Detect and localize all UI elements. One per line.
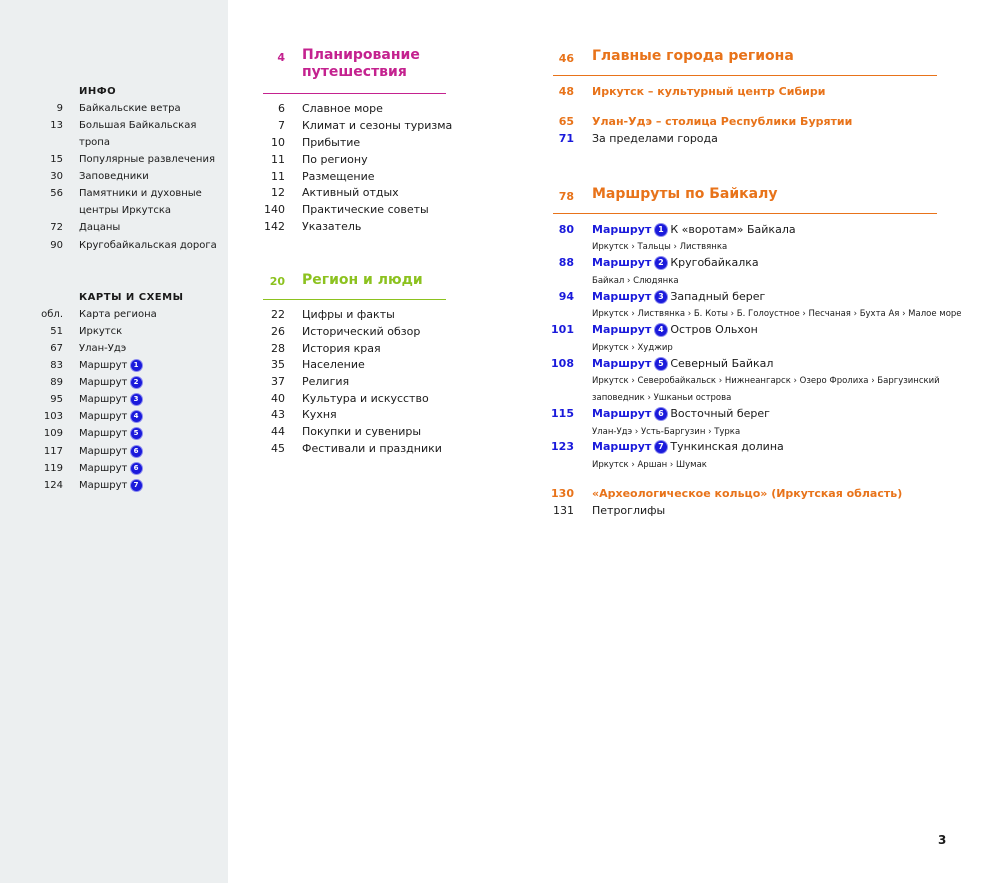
maps-item-label: Маршрут [79,360,128,371]
cities-item-text: Улан-Удэ – столица Республики Бурятии [592,115,853,128]
route-item-page: 80 [558,223,574,236]
route-number-badge: 1 [131,360,142,371]
planning-title-line1: Планирование [302,47,420,63]
info-item-text: Популярные развлечения [79,154,215,165]
route-title: Кругобайкалка [670,256,759,269]
maps-item-label: Маршрут [79,394,128,405]
info-item-text: тропа [79,137,110,148]
route-item-text [592,440,784,453]
route-item-text [592,357,773,370]
info-item-page: 30 [50,171,63,182]
route-label: Маршрут [592,223,652,236]
maps-item-page: 109 [43,428,63,439]
route-title: К «воротам» Байкала [670,223,796,236]
maps-item-text [79,394,142,405]
info-item-page: 15 [50,154,63,165]
cities-item-page: 48 [558,85,574,98]
region-item-page: 44 [271,425,285,438]
region-item-text: История края [302,342,381,355]
region-page: 20 [269,275,285,288]
region-item-text: Исторический обзор [302,325,421,338]
route-item-page: 101 [551,323,574,336]
maps-item-label: Маршрут [79,411,128,422]
route-title: Восточный берег [670,407,770,420]
route-label: Маршрут [592,290,652,303]
region-item-text: Покупки и сувениры [302,425,422,438]
info-item-text: центры Иркутска [79,205,172,216]
region-item-page: 43 [271,408,285,421]
sidebar [0,0,228,883]
planning-rule [263,93,446,94]
maps-item-text [79,411,142,422]
maps-item-text: Иркутск [79,326,123,337]
maps-item-page: 117 [43,446,63,457]
planning-item-text: Прибытие [302,136,361,149]
route-item-page: 88 [558,256,574,269]
region-item-page: 26 [271,325,285,338]
region-item-text: Культура и искусство [302,392,429,405]
route-title: Западный берег [670,290,766,303]
planning-item-page: 7 [278,119,285,132]
region-item-page: 22 [271,308,285,321]
route-label: Маршрут [592,440,652,453]
maps-item-label: Маршрут [79,463,128,474]
route-number-badge: 6 [131,463,142,474]
route-stops: Байкал › Слюдянка [592,276,679,286]
route-number-badge: 2 [131,377,142,388]
route-label: Маршрут [592,256,652,269]
maps-item-text: Карта региона [79,309,157,320]
info-item-page: 13 [50,120,63,131]
maps-item-text: Улан-Удэ [79,343,127,354]
maps-item-text [79,428,142,439]
cities-item-text: Иркутск – культурный центр Сибири [592,85,826,98]
route-number-badge: 6 [655,408,667,420]
planning-item-text: Размещение [302,170,375,183]
maps-item-page: 67 [50,343,63,354]
cities-title[interactable]: Главные города региона [592,48,794,64]
region-item-text: Религия [302,375,350,388]
route-item-text [592,407,770,420]
planning-item-page: 11 [271,153,285,166]
info-item-text: Большая Байкальская [79,120,197,131]
route-stops: Улан-Удэ › Усть-Баргузин › Турка [592,427,741,437]
planning-item-page: 11 [271,170,285,183]
maps-item-text [79,463,142,474]
route-title: Северный Байкал [670,357,774,370]
route-stops: Иркутск › Северобайкальск › Нижнеангарск › Озеро Фролиха › Баргузинский [592,376,940,386]
maps-item-label: Маршрут [79,377,128,388]
maps-item-page: 119 [43,463,63,474]
route-item-page: 115 [551,407,574,420]
route-number-badge: 3 [655,291,667,303]
region-item-page: 40 [271,392,285,405]
cities-rule [553,75,937,76]
cities-item-page: 65 [558,115,574,128]
route-label: Маршрут [592,323,652,336]
route-number-badge: 7 [655,441,667,453]
maps-item-text [79,480,142,491]
archaeology-item-text: Петроглифы [592,504,666,517]
maps-item-page: 103 [43,411,63,422]
region-item-page: 37 [271,375,285,388]
planning-item-text: Славное море [302,102,383,115]
info-item-text: Заповедники [79,171,149,182]
cities-item-page: 71 [558,132,574,145]
info-item-page: 90 [50,240,63,251]
planning-title-line2: путешествия [302,64,407,80]
maps-item-page: 89 [50,377,63,388]
route-stops: Иркутск › Тальцы › Листвянка [592,242,728,252]
route-number-badge: 3 [131,394,142,405]
region-item-text: Фестивали и праздники [302,442,442,455]
route-number-badge: 1 [655,224,667,236]
maps-item-label: Маршрут [79,428,128,439]
info-item-text: Кругобайкальская дорога [79,240,217,251]
planning-item-page: 142 [264,220,285,233]
page-number: 3 [938,833,947,847]
cities-page: 46 [558,52,574,65]
route-number-badge: 4 [655,324,667,336]
info-item-text: Памятники и духовные [79,188,202,199]
maps-item-page: 95 [50,394,63,405]
maps-section-title: КАРТЫ И СХЕМЫ [79,292,184,303]
route-number-badge: 5 [655,358,667,370]
planning-item-page: 6 [278,102,285,115]
route-number-badge: 5 [131,428,142,439]
cities-item-text: За пределами города [592,132,718,145]
info-item-text: Байкальские ветра [79,103,181,114]
route-number-badge: 7 [131,480,142,491]
route-stops: Иркутск › Листвянка › Б. Коты › Б. Голоустное › Песчаная › Бухта Ая › Малое море [592,309,962,319]
region-item-page: 28 [271,342,285,355]
region-item-page: 35 [271,358,285,371]
planning-item-text: Активный отдых [302,186,399,199]
maps-item-text [79,360,142,371]
archaeology-title: «Археологическое кольцо» (Иркутская область) [592,487,903,500]
route-item-text [592,323,758,336]
maps-item-page: обл. [41,309,63,320]
planning-item-page: 10 [271,136,285,149]
route-stops-continuation: заповедник › Ушканьи острова [592,393,732,403]
region-item-text: Население [302,358,365,371]
info-item-page: 72 [50,222,63,233]
maps-item-page: 83 [50,360,63,371]
planning-page: 4 [277,51,285,64]
planning-item-page: 12 [271,186,285,199]
planning-item-text: Указатель [302,220,362,233]
planning-title[interactable] [302,47,420,81]
route-stops: Иркутск › Аршан › Шумак [592,460,707,470]
info-section-title: ИНФО [79,86,117,97]
routes-page: 78 [558,190,574,203]
route-item-text [592,290,765,303]
route-number-badge: 4 [131,411,142,422]
route-item-page: 123 [551,440,574,453]
maps-item-page: 124 [43,480,63,491]
route-item-page: 94 [558,290,574,303]
info-item-page: 56 [50,188,63,199]
routes-title[interactable]: Маршруты по Байкалу [592,186,778,202]
maps-item-page: 51 [50,326,63,337]
route-label: Маршрут [592,407,652,420]
route-title: Остров Ольхон [670,323,758,336]
maps-item-label: Маршрут [79,480,128,491]
route-number-badge: 2 [655,257,667,269]
archaeology-item-page: 131 [553,504,574,517]
info-item-page: 9 [56,103,63,114]
route-item-text [592,223,796,236]
region-item-page: 45 [271,442,285,455]
maps-item-text [79,446,142,457]
route-title: Тункинская долина [670,440,784,453]
route-item-page: 108 [551,357,574,370]
planning-item-text: Климат и сезоны туризма [302,119,453,132]
region-item-text: Цифры и факты [302,308,395,321]
region-title[interactable]: Регион и люди [302,272,423,288]
planning-item-text: Практические советы [302,203,429,216]
maps-item-text [79,377,142,388]
planning-item-text: По региону [302,153,368,166]
route-stops: Иркутск › Худжир [592,343,673,353]
region-item-text: Кухня [302,408,337,421]
info-item-text: Дацаны [79,222,121,233]
route-label: Маршрут [592,357,652,370]
planning-item-page: 140 [264,203,285,216]
route-item-text [592,256,759,269]
maps-item-label: Маршрут [79,446,128,457]
archaeology-page: 130 [551,487,574,500]
routes-rule [553,213,937,214]
route-number-badge: 6 [131,446,142,457]
region-rule [263,299,446,300]
